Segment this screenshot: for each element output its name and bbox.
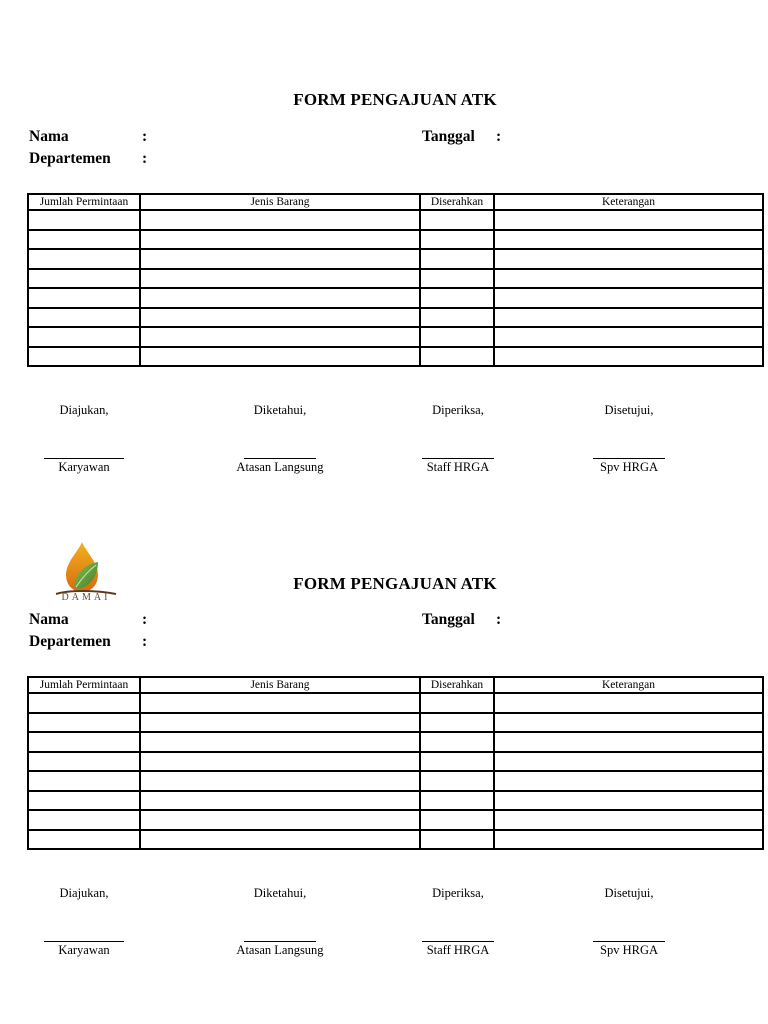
cell-keterangan[interactable] <box>494 288 763 308</box>
atk-request-table <box>27 676 764 850</box>
cell-jenis-barang[interactable] <box>140 288 420 308</box>
table-row <box>28 347 763 367</box>
cell-jumlah[interactable] <box>28 771 140 791</box>
cell-jenis-barang[interactable] <box>140 791 420 811</box>
cell-jenis-barang[interactable] <box>140 230 420 250</box>
cell-jenis-barang[interactable] <box>140 810 420 830</box>
signature-line <box>244 941 316 942</box>
nama-colon: : <box>142 611 148 628</box>
column-header-jenis-barang: Jenis Barang <box>140 194 420 210</box>
damai-logo <box>48 540 124 606</box>
cell-diserahkan[interactable] <box>420 249 494 269</box>
signature-block-karyawan <box>14 403 154 475</box>
signature-line <box>44 458 124 459</box>
signature-line <box>422 941 494 942</box>
cell-keterangan[interactable] <box>494 810 763 830</box>
column-header-keterangan: Keterangan <box>494 677 763 693</box>
signature-label: Diperiksa, <box>432 403 484 417</box>
logo-text: DAMAI <box>61 592 111 603</box>
column-header-keterangan: Keterangan <box>494 194 763 210</box>
cell-jenis-barang[interactable] <box>140 327 420 347</box>
cell-diserahkan[interactable] <box>420 288 494 308</box>
column-header-diserahkan: Diserahkan <box>420 194 494 210</box>
signature-block-karyawan <box>14 886 154 958</box>
cell-diserahkan[interactable] <box>420 713 494 733</box>
form-title: FORM PENGAJUAN ATK <box>293 90 497 109</box>
cell-keterangan[interactable] <box>494 327 763 347</box>
cell-jumlah[interactable] <box>28 288 140 308</box>
cell-keterangan[interactable] <box>494 752 763 772</box>
signature-line <box>593 458 665 459</box>
departemen-colon: : <box>142 633 148 650</box>
signature-block-staff-hrga <box>388 403 528 475</box>
nama-colon: : <box>142 128 148 145</box>
tanggal-label: Tanggal <box>422 611 475 628</box>
cell-jenis-barang[interactable] <box>140 249 420 269</box>
signature-label: Diajukan, <box>59 403 109 417</box>
signature-block-staff-hrga <box>388 886 528 958</box>
cell-jumlah[interactable] <box>28 810 140 830</box>
table-row <box>28 713 763 733</box>
signature-block-atasan <box>210 886 350 958</box>
cell-jumlah[interactable] <box>28 752 140 772</box>
cell-jumlah[interactable] <box>28 830 140 850</box>
cell-jenis-barang[interactable] <box>140 308 420 328</box>
nama-label: Nama <box>29 611 69 628</box>
cell-diserahkan[interactable] <box>420 347 494 367</box>
cell-keterangan[interactable] <box>494 308 763 328</box>
cell-keterangan[interactable] <box>494 210 763 230</box>
signature-label: Disetujui, <box>604 403 654 417</box>
cell-keterangan[interactable] <box>494 269 763 289</box>
column-header-jumlah: Jumlah Permintaan <box>28 677 140 693</box>
signature-role: Atasan Langsung <box>236 943 324 957</box>
table-row <box>28 830 763 850</box>
departemen-label: Departemen <box>29 150 111 167</box>
signature-line <box>593 941 665 942</box>
cell-diserahkan[interactable] <box>420 732 494 752</box>
signature-block-spv-hrga <box>559 403 699 475</box>
signature-label: Diperiksa, <box>432 886 484 900</box>
cell-diserahkan[interactable] <box>420 210 494 230</box>
cell-jumlah[interactable] <box>28 791 140 811</box>
cell-jumlah[interactable] <box>28 713 140 733</box>
cell-diserahkan[interactable] <box>420 693 494 713</box>
cell-jenis-barang[interactable] <box>140 713 420 733</box>
signature-role: Staff HRGA <box>426 460 490 474</box>
column-header-jumlah: Jumlah Permintaan <box>28 194 140 210</box>
signature-role: Spv HRGA <box>600 460 658 474</box>
table-row <box>28 288 763 308</box>
signature-label: Disetujui, <box>604 886 654 900</box>
cell-jumlah[interactable] <box>28 308 140 328</box>
signature-label: Diketahui, <box>253 886 307 900</box>
table-row <box>28 210 763 230</box>
table-row <box>28 752 763 772</box>
table-row <box>28 693 763 713</box>
cell-jumlah[interactable] <box>28 693 140 713</box>
column-header-diserahkan: Diserahkan <box>420 677 494 693</box>
signature-role: Karyawan <box>58 460 110 474</box>
cell-jumlah[interactable] <box>28 269 140 289</box>
cell-jenis-barang[interactable] <box>140 771 420 791</box>
tanggal-label: Tanggal <box>422 128 475 145</box>
tanggal-colon: : <box>496 611 502 628</box>
cell-jenis-barang[interactable] <box>140 269 420 289</box>
cell-keterangan[interactable] <box>494 230 763 250</box>
tanggal-colon: : <box>496 128 502 145</box>
cell-diserahkan[interactable] <box>420 791 494 811</box>
table-row <box>28 249 763 269</box>
cell-jumlah[interactable] <box>28 732 140 752</box>
table-header-row <box>28 194 763 210</box>
signature-role: Atasan Langsung <box>236 460 324 474</box>
table-row <box>28 810 763 830</box>
cell-jumlah[interactable] <box>28 210 140 230</box>
cell-diserahkan[interactable] <box>420 230 494 250</box>
signature-role: Karyawan <box>58 943 110 957</box>
signature-role: Spv HRGA <box>600 943 658 957</box>
cell-jumlah[interactable] <box>28 249 140 269</box>
cell-keterangan[interactable] <box>494 713 763 733</box>
departemen-label: Departemen <box>29 633 111 650</box>
cell-jenis-barang[interactable] <box>140 830 420 850</box>
cell-keterangan[interactable] <box>494 249 763 269</box>
column-header-jenis-barang: Jenis Barang <box>140 677 420 693</box>
cell-diserahkan[interactable] <box>420 771 494 791</box>
table-row <box>28 230 763 250</box>
cell-keterangan[interactable] <box>494 830 763 850</box>
cell-jumlah[interactable] <box>28 327 140 347</box>
cell-keterangan[interactable] <box>494 791 763 811</box>
table-row <box>28 269 763 289</box>
cell-keterangan[interactable] <box>494 771 763 791</box>
atk-request-table <box>27 193 764 367</box>
table-row <box>28 308 763 328</box>
cell-keterangan[interactable] <box>494 732 763 752</box>
cell-jenis-barang[interactable] <box>140 732 420 752</box>
cell-jenis-barang[interactable] <box>140 693 420 713</box>
nama-label: Nama <box>29 128 69 145</box>
cell-diserahkan[interactable] <box>420 308 494 328</box>
table-row <box>28 771 763 791</box>
signature-line <box>44 941 124 942</box>
cell-diserahkan[interactable] <box>420 810 494 830</box>
cell-jenis-barang[interactable] <box>140 210 420 230</box>
cell-jumlah[interactable] <box>28 230 140 250</box>
cell-jumlah[interactable] <box>28 347 140 367</box>
signature-label: Diketahui, <box>253 403 307 417</box>
table-row <box>28 791 763 811</box>
departemen-colon: : <box>142 150 148 167</box>
cell-keterangan[interactable] <box>494 347 763 367</box>
signature-role: Staff HRGA <box>426 943 490 957</box>
signature-block-atasan <box>210 403 350 475</box>
table-row <box>28 732 763 752</box>
signature-line <box>244 458 316 459</box>
cell-diserahkan[interactable] <box>420 327 494 347</box>
cell-diserahkan[interactable] <box>420 752 494 772</box>
signature-label: Diajukan, <box>59 886 109 900</box>
cell-jenis-barang[interactable] <box>140 752 420 772</box>
cell-diserahkan[interactable] <box>420 830 494 850</box>
cell-keterangan[interactable] <box>494 693 763 713</box>
signature-block-spv-hrga <box>559 886 699 958</box>
signature-line <box>422 458 494 459</box>
cell-jenis-barang[interactable] <box>140 347 420 367</box>
cell-diserahkan[interactable] <box>420 269 494 289</box>
table-row <box>28 327 763 347</box>
form-title: FORM PENGAJUAN ATK <box>293 574 497 593</box>
table-header-row <box>28 677 763 693</box>
